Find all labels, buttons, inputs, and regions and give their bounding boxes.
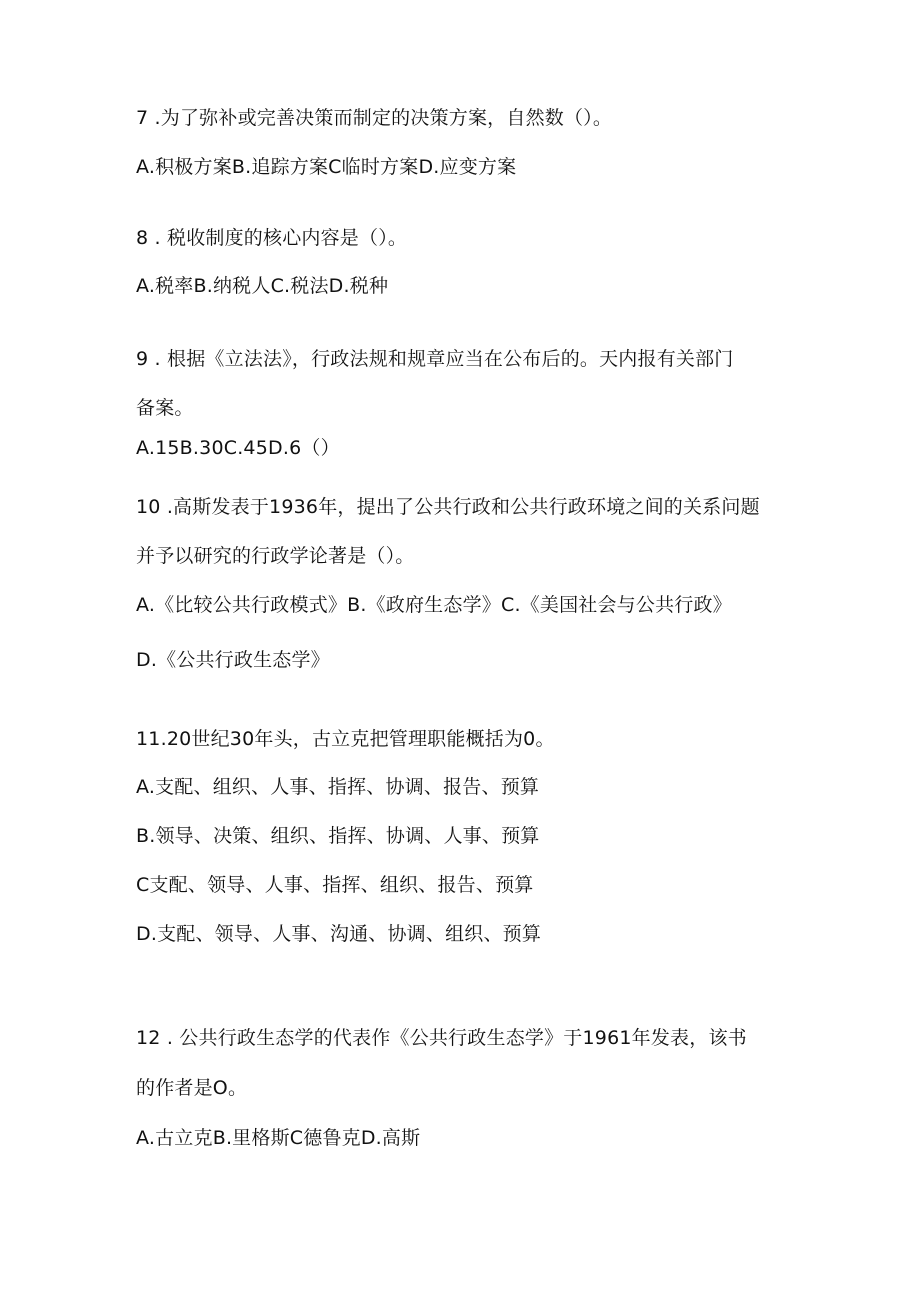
question-11-option-b: B.领导、决策、组织、指挥、协调、人事、预算 [136,825,540,847]
question-10-options-line-1: A.《比较公共行政模式》B.《政府生态学》C.《美国社会与公共行政》 [136,594,732,616]
question-8-stem: 8 . 税收制度的核心内容是（）。 [136,227,408,249]
question-8-options: A.税率B.纳税人C.税法D.税种 [136,275,389,297]
question-9-options: A.15B.30C.45D.6（） [136,437,340,459]
question-9-stem-line-1: 9 . 根据《立法法》，行政法规和规章应当在公布后的。天内报有关部门 [136,348,734,370]
question-11-option-a: A.支配、组织、人事、指挥、协调、报告、预算 [136,776,540,798]
question-11-stem: 11.20世纪30年头，古立克把管理职能概括为0。 [136,728,555,750]
question-11-option-c: C支配、领导、人事、指挥、组织、报告、预算 [136,874,534,896]
question-9-stem-line-2: 备案。 [136,397,194,419]
question-12-stem-line-1: 12 . 公共行政生态学的代表作《公共行政生态学》于1961年发表，该书 [136,1027,747,1049]
question-12-options: A.古立克B.里格斯C德鲁克D.高斯 [136,1127,421,1149]
question-10-options-line-2: D.《公共行政生态学》 [136,649,330,671]
question-10-stem-line-2: 并予以研究的行政学论著是（）。 [136,545,415,567]
question-11-option-d: D.支配、领导、人事、沟通、协调、组织、预算 [136,923,542,945]
question-12-stem-line-2: 的作者是O。 [136,1077,248,1099]
question-7-stem: 7 .为了弥补或完善决策而制定的决策方案，自然数（）。 [136,107,613,129]
question-10-stem-line-1: 10 .高斯发表于1936年，提出了公共行政和公共行政环境之间的关系问题 [136,496,760,518]
question-7-options: A.积极方案B.追踪方案C临时方案D.应变方案 [136,156,517,178]
